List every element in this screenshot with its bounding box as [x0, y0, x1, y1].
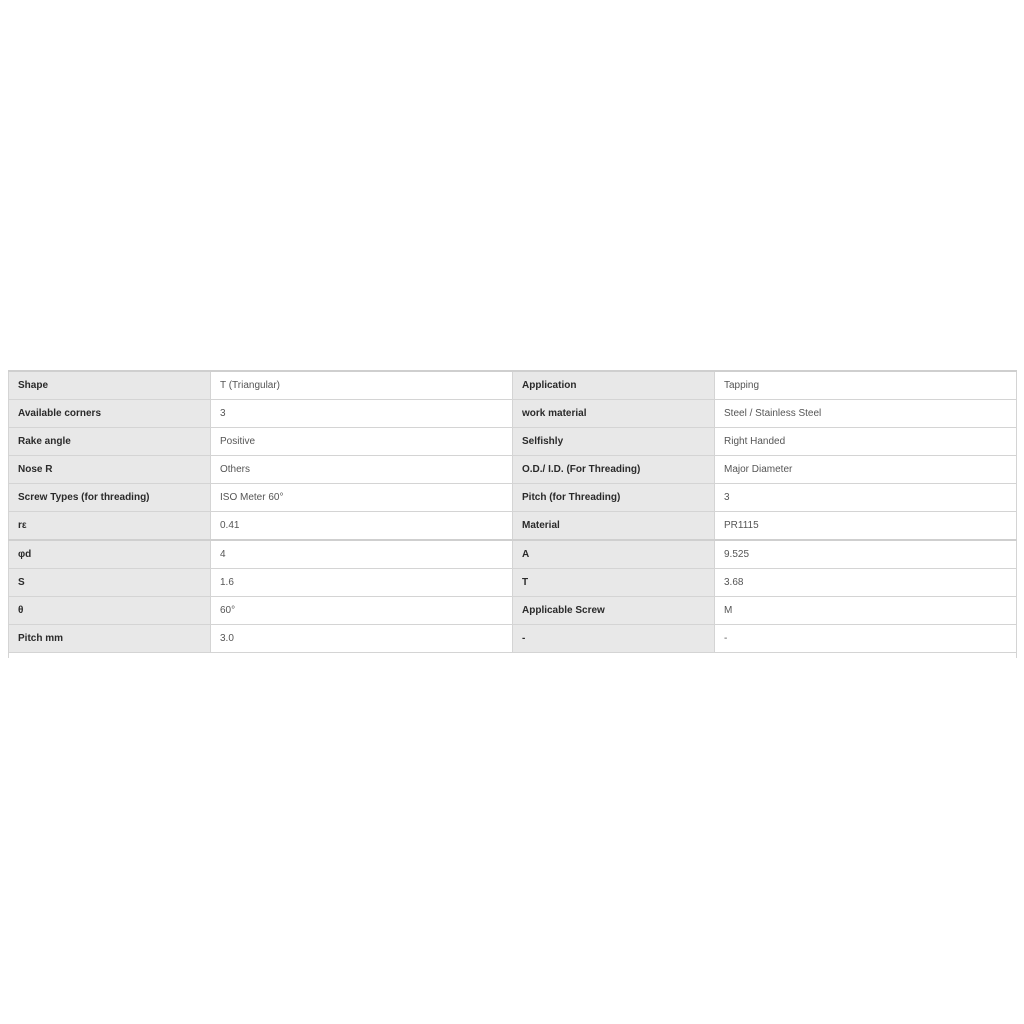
spec-value: 9.525: [715, 540, 1017, 569]
spec-label: θ: [9, 597, 211, 625]
spec-value: 0.41: [211, 512, 513, 541]
spec-value: Major Diameter: [715, 456, 1017, 484]
table-row: [9, 512, 1017, 541]
spec-value: 3: [715, 484, 1017, 512]
spec-label: S: [9, 569, 211, 597]
spec-value: ISO Meter 60°: [211, 484, 513, 512]
spec-value: Right Handed: [715, 428, 1017, 456]
table-row: [9, 428, 1017, 456]
spec-label: φd: [9, 540, 211, 569]
spec-value: 60°: [211, 597, 513, 625]
spec-label: Applicable Screw: [513, 597, 715, 625]
spec-value: 1.6: [211, 569, 513, 597]
table-row: [9, 400, 1017, 428]
spec-table-container: [8, 370, 1017, 658]
spec-label: work material: [513, 400, 715, 428]
spec-value: 3.0: [211, 625, 513, 653]
spec-label: T: [513, 569, 715, 597]
spec-label: Application: [513, 371, 715, 400]
spec-value: PR1115: [715, 512, 1017, 541]
spec-value: T (Triangular): [211, 371, 513, 400]
table-row: [9, 597, 1017, 625]
spec-label: Screw Types (for threading): [9, 484, 211, 512]
spec-label: rε: [9, 512, 211, 541]
spec-label: Pitch (for Threading): [513, 484, 715, 512]
spec-value: Tapping: [715, 371, 1017, 400]
spec-label: Shape: [9, 371, 211, 400]
spec-value: Positive: [211, 428, 513, 456]
table-row: [9, 371, 1017, 400]
spec-label: A: [513, 540, 715, 569]
table-row: [9, 484, 1017, 512]
spec-label: Material: [513, 512, 715, 541]
spec-value: -: [715, 625, 1017, 653]
spec-label: Pitch mm: [9, 625, 211, 653]
spec-value: M: [715, 597, 1017, 625]
spec-label: Available corners: [9, 400, 211, 428]
spec-value: 4: [211, 540, 513, 569]
table-row: [9, 540, 1017, 569]
spec-label: -: [513, 625, 715, 653]
table-row: [9, 625, 1017, 653]
table-row: [9, 569, 1017, 597]
spec-table: [8, 370, 1017, 653]
spec-label: O.D./ I.D. (For Threading): [513, 456, 715, 484]
spec-value: Others: [211, 456, 513, 484]
spec-label: Nose R: [9, 456, 211, 484]
spec-label: Rake angle: [9, 428, 211, 456]
table-trailer: [8, 653, 1017, 658]
spec-value: 3: [211, 400, 513, 428]
spec-value: Steel / Stainless Steel: [715, 400, 1017, 428]
spec-value: 3.68: [715, 569, 1017, 597]
table-row: [9, 456, 1017, 484]
spec-label: Selfishly: [513, 428, 715, 456]
